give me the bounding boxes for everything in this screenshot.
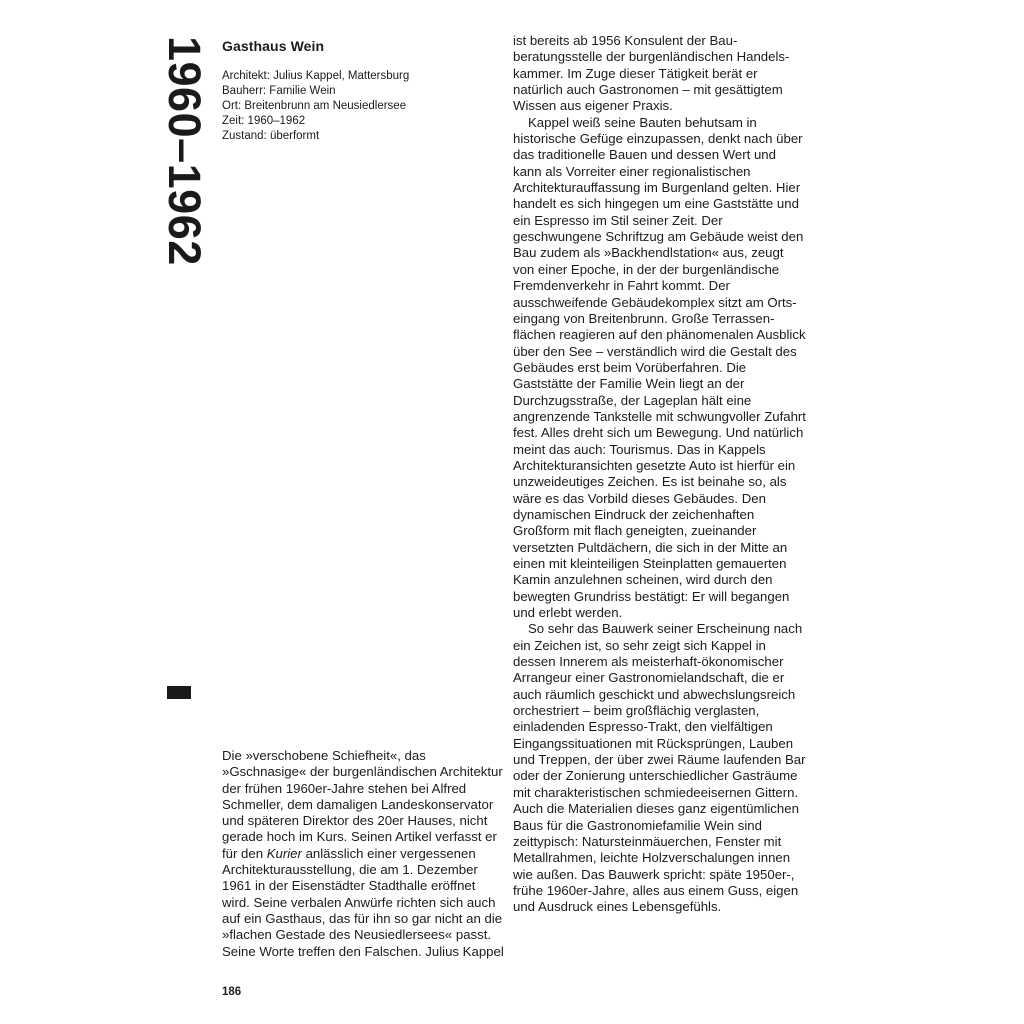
meta-line-client: Bauherr: Familie Wein (222, 85, 336, 97)
page-number: 186 (222, 986, 242, 998)
meta-line-condition: Zustand: überformt (222, 130, 320, 142)
body-text-column (513, 33, 806, 916)
meta-line-location: Ort: Breitenbrunn am Neusiedlersee (222, 100, 407, 112)
meta-line-architect: Architekt: Julius Kappel, Mattersburg (222, 70, 410, 82)
section-marker-bar (167, 686, 191, 699)
intro-paragraph (222, 748, 504, 960)
project-title: Gasthaus Wein (222, 38, 325, 54)
project-info-column (222, 38, 496, 144)
intro-text-italic: Kurier (266, 845, 302, 861)
era-label-vertical: 1960–1962 (159, 36, 210, 266)
body-paragraph: ist bereits ab 1956 Konsulent der Bauberatungsstelle der burgenländischen Handelskammer. Im Zuge dieser Tätigkeit berät er natürlich auch Gastronomen – mit gesättigtem Wissen aus eigener Praxis. (513, 33, 790, 114)
intro-text-before: Die »verschobene Schiefheit«, das »Gschnasige« der burgenländischen Architektur der frühen 1960er-Jahre stehen bei Alfred Schmeller, dem damaligen Landeskonservator und späteren Direktor des 20er Hauses, nicht gerade hoch im Kurs. Seinen Artikel verfasst er für den (222, 748, 503, 861)
body-paragraph: So sehr das Bauwerk seiner Erscheinung nach ein Zeichen ist, so sehr zeigt sich Kappel in dessen Innerem als meisterhaft-ökonomischer Arrangeur einer Gastronomielandschaft, die er auch räumlich geschickt und abwechslungsreich orchestriert – beim großflächig verglasten, einladenden Espresso-Trakt, den vielfältigen Eingangssituationen mit Rücksprüngen, Lauben und Treppen, der über zwei Räume laufenden Bar oder der Zonierung unterschiedlicher Gasträume mit charakteristischen schmiedeeisernen Gittern. Auch die Materialien dieses ganz eigentümlichen Baus für die Gastronomiefamilie Wein sind zeittypisch: Natursteinmäuerchen, Fenster mit Metallrahmen, leichte Holzverschalungen innen wie außen. Das Bauwerk spricht: späte 1950er-, frühe 1960er-Jahre, alles aus einem Guss, eigen und Ausdruck eines Lebensgefühls. (513, 621, 806, 915)
intro-text-after: anlässlich einer vergessenen Architekturausstellung, die am 1. Dezember 1961 in der Eisenstädter Stadthalle eröffnet wird. Seine verbalen Anwürfe richten sich auch auf ein Gasthaus, das für ihn so gar nicht an die »flachen Gestade des Neusiedlersees« passt. Seine Worte treffen den Falschen. Julius Kappel (222, 845, 504, 959)
body-paragraph: Kappel weiß seine Bauten behutsam in historische Gefüge einzupassen, denkt nach über das traditionelle Bauen und dessen Wert und kann als Vorreiter einer regionalistischen Architekturauffassung im Burgenland gelten. Hier handelt es sich hingegen um eine Gaststätte und ein Espresso im Stil seiner Zeit. Der geschwungene Schriftzug am Gebäude weist den Bau zudem als »Backhendlstation« aus, zeugt von einer Epoche, in der der burgenländische Fremdenverkehr in Fahrt kommt. Der ausschweifende Gebäudekomplex sitzt am Ortseingang von Breitenbrunn. Große Terrassenflächen reagieren auf den phänomenalen Ausblick über den See – verständlich wird die Gestalt des Gebäudes erst beim Vorüberfahren. Die Gaststätte der Familie Wein liegt an der Durchzugsstraße, der Lageplan hält eine angrenzende Tankstelle mit schwungvoller Zufahrt fest. Alles dreht sich um Bewegung. Und natürlich meint das auch: Tourismus. Das in Kappels Architekturansichten gesetzte Auto ist hierfür ein unzweideutiges Zeichen. Es ist beinahe so, als wäre es das Vorbild dieses Gebäudes. Den dynamischen Eindruck der zeichenhaften Großform mit flach geneigten, zueinander versetzten Pultdächern, die sich in der Mitte an einen mit kleinteiligen Steinplatten gemauerten Kamin anzulehnen scheinen, wird durch den bewegten Grundriss bestätigt: Er will begangen und erlebt werden. (513, 114, 806, 621)
meta-line-time: Zeit: 1960–1962 (222, 115, 306, 127)
